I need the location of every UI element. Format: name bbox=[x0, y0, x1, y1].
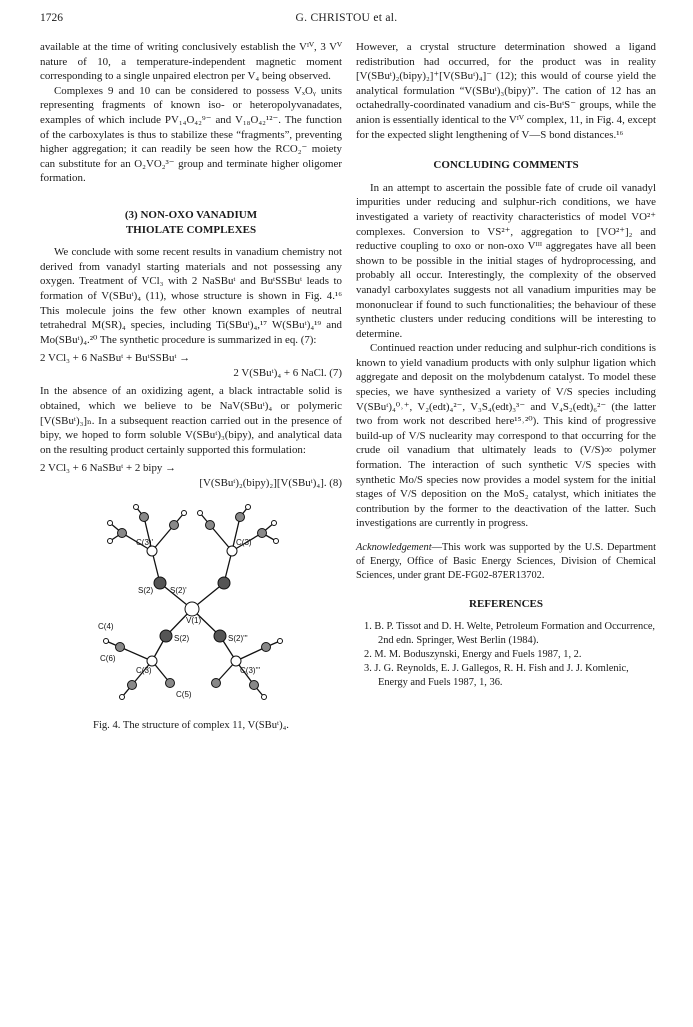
paragraph: Complexes 9 and 10 can be considered to possess VₓOᵧ units representing fragments of known iso- or heteropolyvanadates, examples of which include PV₁₄O₄₂⁹⁻ and V₁₈O₄₂¹²⁻. The function of the carboxylates is thus to stabilize these “fragments”, preventing higher aggregation; it can readily be seen how the RCO₂⁻ moiety can substitute for an O₂VO₂³⁻ group and terminate higher oligomer formation. bbox=[40, 84, 342, 185]
running-title: G. CHRISTOU et al. bbox=[295, 12, 398, 24]
section-heading-line: THIOLATE COMPLEXES bbox=[125, 223, 257, 236]
atom-label: S(2)''' bbox=[228, 633, 248, 643]
acknowledgement-label: Acknowledgement bbox=[356, 542, 432, 553]
left-column bbox=[40, 40, 342, 734]
equation-line: 2 VCl₃ + 6 NaSBuᵗ + BuᵗSSBuᵗ → bbox=[40, 352, 191, 365]
paragraph: available at the time of writing conclusively establish the Vᴵⱽ, 3 Vⱽ nature of 10, a temperature-independent magnetic moment corresponding to a single unpaired electron per V₄ being observed. bbox=[40, 41, 342, 83]
atom-label: C(4) bbox=[98, 621, 114, 631]
equation-7 bbox=[40, 351, 342, 380]
acknowledgement bbox=[356, 541, 656, 583]
paragraph: However, a crystal structure determination showed a ligand redistribution had occurred, for the product was in reality [V(SBuᵗ)₂(bipy)₂]⁺[V(SBuᵗ)₄]⁻ (12); this would of course yield the analytical formulation “V(SBuᵗ)₃(bipy)”. The cation of 12 has an octahedrally-coordinated vanadium and cis-BuᵗS⁻ groups, while the anion is essentially identical to the Vᴵⱽ complex, 11, in Fig. 4, except for the expected slight lengthening of V—S bond distances.¹⁶ bbox=[356, 41, 656, 141]
atom-label: C(3) bbox=[236, 537, 252, 547]
section-heading: REFERENCES bbox=[469, 598, 543, 610]
section-heading bbox=[40, 208, 342, 237]
acknowledgement-text: —This work was supported by the U.S. Department of Energy, Office of Basic Energy Sciences, Division of Chemical Sciences, under grant DE-FG02-87ER13702. bbox=[356, 542, 656, 581]
atom-label: C(3)''' bbox=[240, 665, 261, 675]
paragraph: In the absence of an oxidizing agent, a black intractable solid is obtained, which we believe to be NaV(SBuᵗ)₄ or polymeric [V(SBuᵗ)₃]ₙ. In a subsequent reaction carried out in the presence of bipy, we hoped to form soluble V(SBuᵗ)₃(bipy), and analytical data on the resulting product certainly supported this formulation: bbox=[40, 385, 342, 456]
atom-label: S(2) bbox=[138, 585, 154, 595]
paragraph: In an attempt to ascertain the possible fate of crude oil vanadyl impurities under reducing and sulphur-rich conditions, we have investigated a variety of reactivity characteristics of model VO²⁺ complexes. Conversion to VS²⁺, aggregation to [VO²⁺]₂ and reductive coupling to oxo or non-oxo Vᴵᴵᴵ aggregates have all been shown to be possible in the initial stages of hydroprocessing, and probably all occur. Interestingly, the complexity of the observed vanadyl carboxylates suggests not all vanadium impurities may be mononuclear if found to such functionalities; the behaviour of these synthetic clusters under reducing conditions will be interesting to determine. bbox=[356, 181, 656, 340]
section-heading-line: (3) NON-OXO VANADIUM bbox=[124, 208, 258, 221]
atom-label: S(2) bbox=[174, 633, 190, 643]
atom-label: C(3) bbox=[136, 665, 152, 675]
equation-line: 2 VCl₃ + 6 NaSBuᵗ + 2 bipy → bbox=[40, 462, 176, 475]
atom-label: V(1) bbox=[186, 615, 202, 625]
atom-label: C(3)' bbox=[136, 537, 154, 547]
equation-line: 2 V(SBuᵗ)₄ + 6 NaCl. (7) bbox=[233, 366, 342, 379]
right-column bbox=[356, 40, 656, 690]
paragraph: We conclude with some recent results in vanadium chemistry not derived from vanadyl starting materials and not possessing any oxygen. Treatment of VCl₃ with 2 NaSBuᵗ and BuᵗSSBuᵗ leads to formation of V(SBuᵗ)₄ (11), whose structure is shown in Fig. 4.¹⁶ This molecule joins the few other known examples of neutral tetrahedral M(SR)₄ species, including Ti(SBuᵗ)₄,¹⁷ W(SBuᵗ)₄¹⁹ and Mo(SBuᵗ)₄.²⁰ The synthetic procedure is summarized in eq. (7): bbox=[40, 246, 342, 346]
atom-label: C(6) bbox=[100, 653, 116, 663]
running-header bbox=[40, 12, 653, 28]
reference-item: 2. M. M. Boduszynski, Energy and Fuels 1987, 1, 2. bbox=[364, 648, 582, 660]
equation-8 bbox=[40, 461, 342, 490]
reference-item: 1. B. P. Tissot and D. H. Welte, Petroleum Formation and Occurrence, 2nd edn. Springer, West Berlin (1984). bbox=[364, 620, 656, 646]
section-heading: CONCLUDING COMMENTS bbox=[433, 159, 579, 172]
molecular-structure-figure bbox=[40, 501, 342, 711]
atom-label: S(2)' bbox=[170, 585, 187, 595]
paragraph: Continued reaction under reducing and sulphur-rich conditions is known to yield vanadium products with only sulphur ligation which aggregate and deposit on the molybdenum catalyst. To model these species, we have synthesized a variety of V/S species including V(SBuᵗ)₄⁰˒⁺, V₂(edt)₄²⁻, V₃S₄(edt)₃³⁻ and V₄S₂(edt)₆²⁻ (the latter two from work not described here¹⁵˒²⁰). This kind of progressive build-up of V/S nuclearity may correspond to that occurring for the crude oil vanadium that ultimately leads to (V/S)∞ polymer formation. The interaction of such synthetic V/S species with synthetic Mo/S species now provides a model system for the initial stages of V/S deposition on the MoS₂ catalyst, which initiates the contribution by the former to the deactivation of the latter. Such investigations are currently in progress. bbox=[356, 342, 656, 530]
figure-caption: Fig. 4. The structure of complex 11, V(SBuᵗ)₄. bbox=[93, 720, 289, 732]
atom-label: C(5) bbox=[176, 689, 192, 699]
page-number: 1726 bbox=[40, 12, 63, 24]
equation-line: [V(SBuᵗ)₂(bipy)₂][V(SBuᵗ)₄]. (8) bbox=[199, 477, 342, 490]
reference-item: 3. J. G. Reynolds, E. J. Gallegos, R. H. Fish and J. J. Komlenic, Energy and Fuels 1987, 1, 36. bbox=[364, 662, 629, 688]
